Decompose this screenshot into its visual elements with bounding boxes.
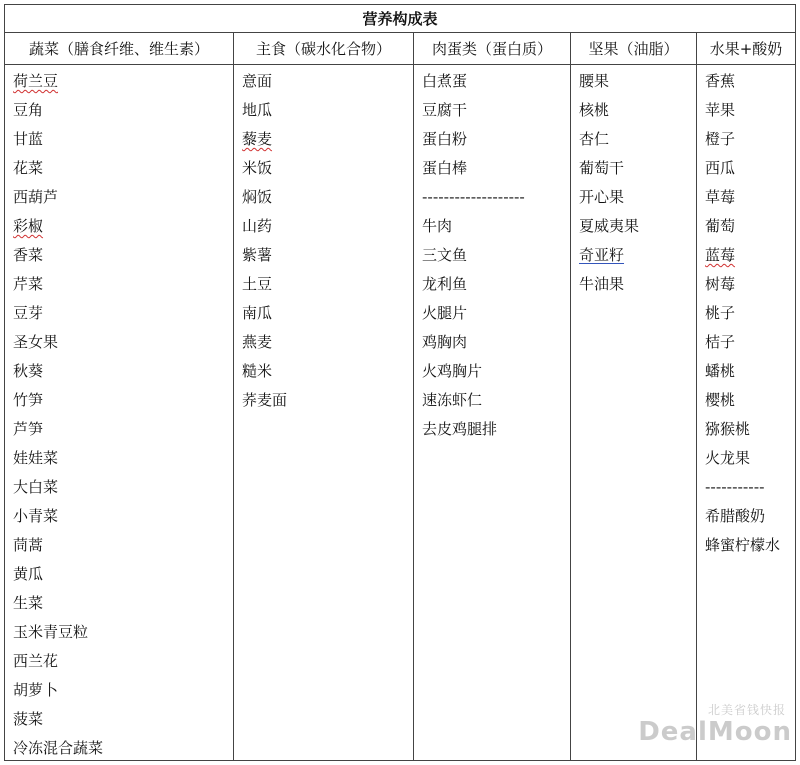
header-staple-food: 主食（碳水化合物） xyxy=(234,33,414,64)
column-meat-eggs xyxy=(414,65,571,760)
list-item xyxy=(414,96,570,125)
list-item-text: 牛油果 xyxy=(579,275,625,293)
list-item xyxy=(5,183,233,212)
column-staple-food xyxy=(234,65,414,760)
list-item xyxy=(5,328,233,357)
list-separator xyxy=(697,473,795,502)
list-item-text: 花菜 xyxy=(13,159,44,177)
list-item-text: 娃娃菜 xyxy=(13,449,59,467)
header-nuts: 坚果（油脂） xyxy=(571,33,697,64)
list-item xyxy=(5,299,233,328)
list-item xyxy=(414,241,570,270)
list-item xyxy=(5,154,233,183)
list-item xyxy=(571,125,696,154)
list-item-text: 焖饭 xyxy=(242,188,273,206)
list-item-text: 蟠桃 xyxy=(705,362,736,380)
list-item-text: 荞麦面 xyxy=(242,391,288,409)
list-item xyxy=(234,299,413,328)
list-item-text: 生菜 xyxy=(13,594,44,612)
list-item-text: 蛋白棒 xyxy=(422,159,468,177)
list-item xyxy=(5,270,233,299)
list-item-text: 葡萄 xyxy=(705,217,736,235)
list-item-text: 山药 xyxy=(242,217,273,235)
column-vegetables xyxy=(5,65,234,760)
header-vegetables: 蔬菜（膳食纤维、维生素） xyxy=(5,33,234,64)
list-item xyxy=(234,328,413,357)
list-item-text: 蛋白粉 xyxy=(422,130,468,148)
list-item xyxy=(5,647,233,676)
list-item-text: 燕麦 xyxy=(242,333,273,351)
list-item xyxy=(5,125,233,154)
list-item xyxy=(414,299,570,328)
list-item-text: ----------- xyxy=(705,478,765,496)
list-item-text: 鸡胸肉 xyxy=(422,333,468,351)
header-meat-eggs: 肉蛋类（蛋白质） xyxy=(414,33,571,64)
list-item xyxy=(5,473,233,502)
list-item xyxy=(697,386,795,415)
list-item-text: 竹笋 xyxy=(13,391,44,409)
list-item xyxy=(414,125,570,154)
nutrition-table xyxy=(4,4,796,761)
list-item-text: 圣女果 xyxy=(13,333,59,351)
list-item xyxy=(414,386,570,415)
list-item xyxy=(234,270,413,299)
list-item-text: 米饭 xyxy=(242,159,273,177)
list-item xyxy=(5,560,233,589)
list-item-text: 桃子 xyxy=(705,304,736,322)
list-item-text: 玉米青豆粒 xyxy=(13,623,89,641)
list-item-text: 香蕉 xyxy=(705,72,736,90)
table-body xyxy=(5,65,795,760)
list-item xyxy=(697,299,795,328)
list-separator xyxy=(414,183,570,212)
list-item xyxy=(234,183,413,212)
list-item xyxy=(414,328,570,357)
list-item-text: 猕猴桃 xyxy=(705,420,751,438)
list-item xyxy=(5,415,233,444)
list-item-text: 地瓜 xyxy=(242,101,273,119)
list-item xyxy=(234,212,413,241)
list-item-text: 速冻虾仁 xyxy=(422,391,483,409)
list-item xyxy=(234,67,413,96)
list-item-text: 桔子 xyxy=(705,333,736,351)
list-item-text: 糙米 xyxy=(242,362,273,380)
list-item xyxy=(414,212,570,241)
list-item xyxy=(414,270,570,299)
list-item-text: 树莓 xyxy=(705,275,736,293)
list-item-text: 意面 xyxy=(242,72,273,90)
list-item-text: 蜂蜜柠檬水 xyxy=(705,536,781,554)
list-item xyxy=(697,270,795,299)
list-item xyxy=(571,154,696,183)
header-fruit-yogurt: 水果+酸奶 xyxy=(709,40,783,58)
list-item xyxy=(414,357,570,386)
list-item xyxy=(697,96,795,125)
list-item-text: 豆腐干 xyxy=(422,101,468,119)
list-item-text: 西瓜 xyxy=(705,159,736,177)
watermark-top-text: 北美省钱快报 xyxy=(707,703,786,717)
list-item xyxy=(571,96,696,125)
list-item xyxy=(5,705,233,734)
list-item xyxy=(697,502,795,531)
list-item-text: 土豆 xyxy=(242,275,273,293)
list-item-text: 樱桃 xyxy=(705,391,736,409)
column-fruit-yogurt xyxy=(697,65,795,760)
list-item xyxy=(697,212,795,241)
list-item xyxy=(234,96,413,125)
list-item xyxy=(5,212,233,241)
list-item xyxy=(697,444,795,473)
list-item xyxy=(234,154,413,183)
list-item xyxy=(571,67,696,96)
list-item-text: 火鸡胸片 xyxy=(422,362,483,380)
list-item xyxy=(414,67,570,96)
list-item xyxy=(571,212,696,241)
list-item xyxy=(697,241,795,270)
list-item xyxy=(5,386,233,415)
list-item-text: 白煮蛋 xyxy=(422,72,468,90)
column-nuts xyxy=(571,65,697,760)
list-item-text: 甘蓝 xyxy=(13,130,44,148)
list-item-text: 荷兰豆 xyxy=(13,72,59,90)
list-item xyxy=(697,357,795,386)
list-item-text: 芹菜 xyxy=(13,275,44,293)
list-item xyxy=(697,67,795,96)
list-item-text: 核桃 xyxy=(579,101,610,119)
table-title: 营养构成表 xyxy=(5,5,795,33)
list-item-text: 胡萝卜 xyxy=(13,681,59,699)
list-item-text: 去皮鸡腿排 xyxy=(422,420,498,438)
list-item-text: 蓝莓 xyxy=(705,246,736,264)
list-item-text: 草莓 xyxy=(705,188,736,206)
list-item-text: 希腊酸奶 xyxy=(705,507,766,525)
table-header-row xyxy=(5,33,795,65)
list-item-text: ------------------- xyxy=(422,188,525,206)
list-item-text: 菠菜 xyxy=(13,710,44,728)
list-item-text: 豆芽 xyxy=(13,304,44,322)
list-item-text: 火龙果 xyxy=(705,449,751,467)
list-item xyxy=(234,125,413,154)
list-item xyxy=(571,183,696,212)
list-item-text: 三文鱼 xyxy=(422,246,468,264)
list-item xyxy=(5,357,233,386)
list-item-text: 大白菜 xyxy=(13,478,59,496)
list-item xyxy=(234,357,413,386)
list-item-text: 茼蒿 xyxy=(13,536,44,554)
list-item-text: 小青菜 xyxy=(13,507,59,525)
list-item-text: 南瓜 xyxy=(242,304,273,322)
list-item-text: 火腿片 xyxy=(422,304,468,322)
list-item-text: 苹果 xyxy=(705,101,736,119)
list-item-text: 橙子 xyxy=(705,130,736,148)
list-item xyxy=(697,183,795,212)
list-item-text: 开心果 xyxy=(579,188,625,206)
list-item xyxy=(5,96,233,125)
list-item xyxy=(5,618,233,647)
list-item xyxy=(5,734,233,760)
list-item-text: 藜麦 xyxy=(242,130,273,148)
list-item-text: 西兰花 xyxy=(13,652,59,670)
list-item xyxy=(5,502,233,531)
watermark-brand-text: DealMoon xyxy=(638,717,792,747)
list-item-text: 夏威夷果 xyxy=(579,217,640,235)
list-item xyxy=(697,415,795,444)
list-item xyxy=(234,241,413,270)
list-item xyxy=(5,67,233,96)
list-item xyxy=(414,415,570,444)
list-item-text: 芦笋 xyxy=(13,420,44,438)
list-item-text: 紫薯 xyxy=(242,246,273,264)
list-item-text: 豆角 xyxy=(13,101,44,119)
list-item-text: 冷冻混合蔬菜 xyxy=(13,739,104,757)
list-item-text: 西葫芦 xyxy=(13,188,59,206)
list-item-text: 秋葵 xyxy=(13,362,44,380)
list-item xyxy=(5,676,233,705)
list-item xyxy=(697,531,795,560)
list-item-text: 杏仁 xyxy=(579,130,610,148)
list-item-text: 牛肉 xyxy=(422,217,453,235)
list-item xyxy=(5,444,233,473)
list-item xyxy=(5,241,233,270)
list-item xyxy=(571,270,696,299)
list-item xyxy=(414,154,570,183)
list-item-text: 奇亚籽 xyxy=(579,246,625,264)
list-item-text: 龙利鱼 xyxy=(422,275,468,293)
list-item xyxy=(5,589,233,618)
list-item xyxy=(697,328,795,357)
list-item xyxy=(571,241,696,270)
list-item xyxy=(697,154,795,183)
list-item xyxy=(697,125,795,154)
list-item-text: 黄瓜 xyxy=(13,565,44,583)
list-item-text: 彩椒 xyxy=(13,217,44,235)
list-item-text: 葡萄干 xyxy=(579,159,625,177)
list-item-text: 香菜 xyxy=(13,246,44,264)
list-item xyxy=(5,531,233,560)
list-item xyxy=(234,386,413,415)
list-item-text: 腰果 xyxy=(579,72,610,90)
